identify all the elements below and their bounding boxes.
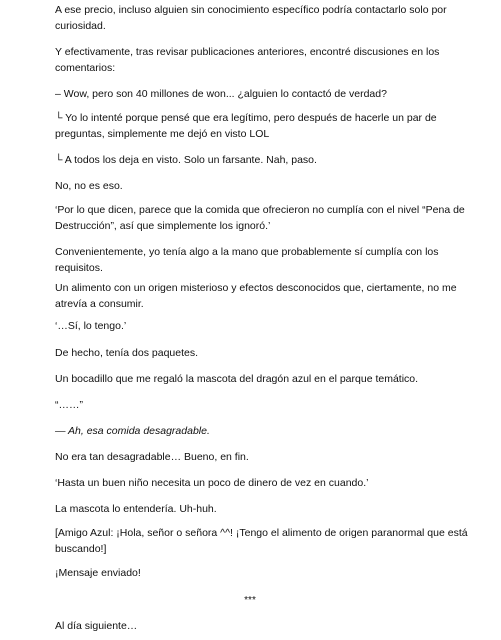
paragraph-8: Convenientemente, yo tenía algo a la mano que probablemente sí cumplía con los requisitos. <box>55 246 439 274</box>
paragraph-6: No, no es eso. <box>55 180 123 192</box>
scene-separator: *** <box>244 595 256 606</box>
paragraph-11: De hecho, tenía dos paquetes. <box>55 347 199 359</box>
paragraph-13: “……” <box>55 399 83 411</box>
paragraph-4: └ Yo lo intenté porque pensé que era legítimo, pero después de hacerle un par de preguntas, simplemente me dejó en visto LOL <box>55 112 437 140</box>
paragraph-3: – Wow, pero son 40 millones de won... ¿alguien lo contactó de verdad? <box>55 88 387 100</box>
paragraph-17: La mascota lo entendería. Uh-huh. <box>55 503 217 515</box>
paragraph-9: Un alimento con un origen misterioso y efectos desconocidos que, ciertamente, no me atrevía a consumir. <box>55 282 457 310</box>
paragraph-18: [Amigo Azul: ¡Hola, señor o señora ^^! ¡Tengo el alimento de origen paranormal que está buscando!] <box>55 527 468 555</box>
paragraph-16: ‘Hasta un buen niño necesita un poco de dinero de vez en cuando.’ <box>55 477 369 489</box>
paragraph-10: ‘…Sí, lo tengo.’ <box>55 320 127 332</box>
paragraph-1: A ese precio, incluso alguien sin conocimiento específico podría contactarlo solo por curiosidad. <box>55 4 447 32</box>
paragraph-14: — Ah, esa comida desagradable. <box>55 425 210 437</box>
paragraph-2: Y efectivamente, tras revisar publicaciones anteriores, encontré discusiones en los comentarios: <box>55 46 440 74</box>
paragraph-20: Al día siguiente… <box>55 620 138 632</box>
paragraph-19: ¡Mensaje enviado! <box>55 567 141 579</box>
paragraph-5: └ A todos los deja en visto. Solo un farsante. Nah, paso. <box>55 154 317 166</box>
paragraph-15: No era tan desagradable… Bueno, en fin. <box>55 451 249 463</box>
paragraph-7: ‘Por lo que dicen, parece que la comida que ofrecieron no cumplía con el nivel “Pena de Destrucción”, así que simplemente los ignoró.’ <box>55 204 465 232</box>
paragraph-12: Un bocadillo que me regaló la mascota del dragón azul en el parque temático. <box>55 373 419 385</box>
